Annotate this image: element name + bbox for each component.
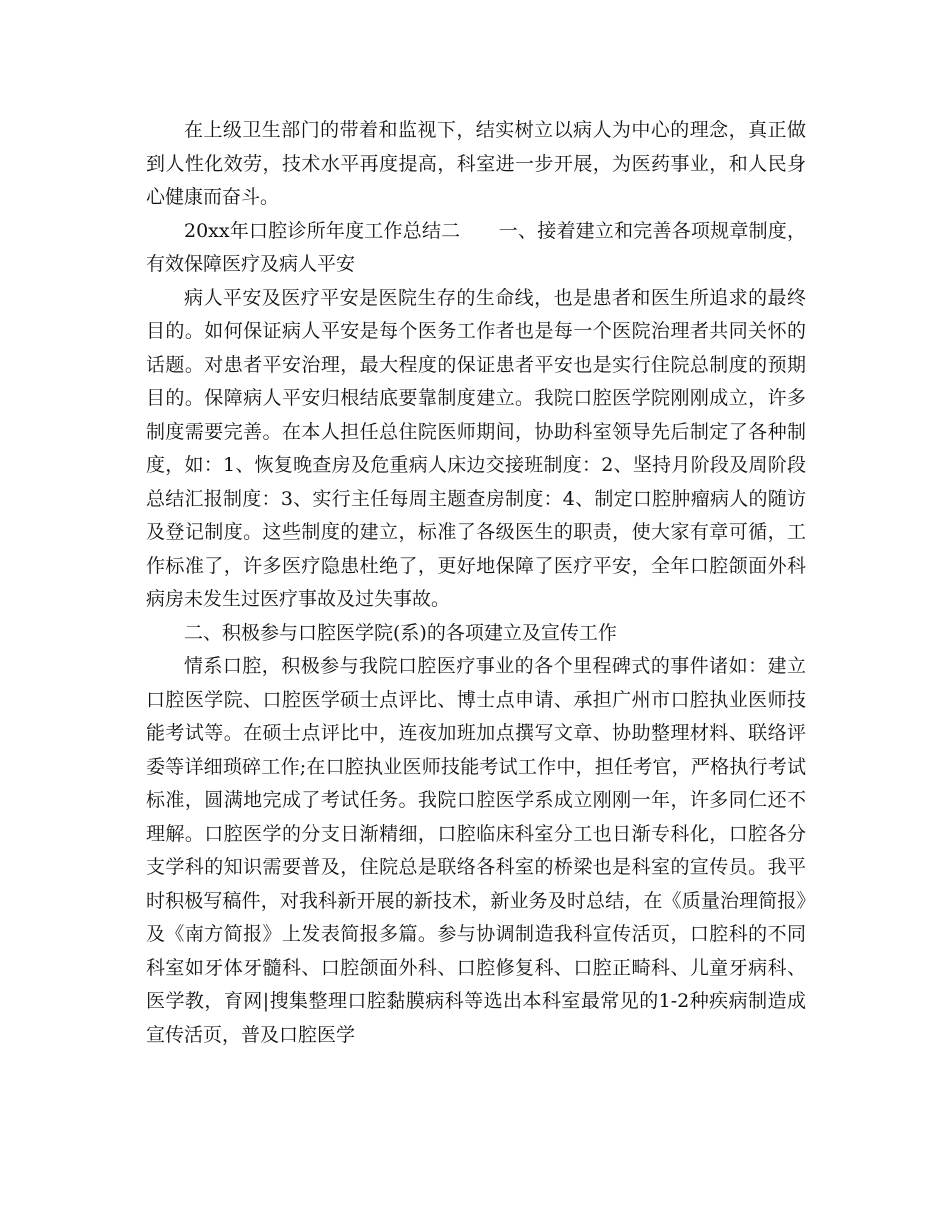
paragraph-closing-statement: 在上级卫生部门的带着和监视下，结实树立以病人为中心的理念，真正做到人性化效劳，技术水平再度提高，科室进一步开展，为医药事业，和人民身心健康而奋斗。 xyxy=(146,119,806,208)
paragraph-summary-heading: 20xx年口腔诊所年度工作总结二 一、接着建立和完善各项规章制度，有效保障医疗及病人平安 xyxy=(146,219,806,275)
document-body xyxy=(146,114,806,1052)
paragraph-patient-safety: 病人平安及医疗平安是医院生存的生命线，也是患者和医生所追求的最终目的。如何保证病人平安是每个医务工作者也是每一个医院治理者共同关怀的话题。对患者平安治理，最大程度的保证患者平安也是实行住院总制度的预期目的。保障病人平安归根结底要靠制度建立。我院口腔医学院刚刚成立，许多制度需要完善。在本人担任总住院医师期间，协助科室领导先后制定了各种制度，如：1、恢复晚查房及危重病人床边交接班制度：2、坚持月阶段及周阶段总结汇报制度：3、实行主任每周主题查房制度：4、制定口腔肿瘤病人的随访及登记制度。这些制度的建立，标准了各级医生的职责，使大家有章可循，工作标准了，许多医疗隐患杜绝了，更好地保障了医疗平安，全年口腔颌面外科病房未发生过医疗事故及过失事故。 xyxy=(146,286,806,610)
section-heading-construction: 二、积极参与口腔医学院(系)的各项建立及宣传工作 xyxy=(184,621,617,644)
paragraph-promotion-work: 情系口腔，积极参与我院口腔医疗事业的各个里程碑式的事件诸如：建立口腔医学院、口腔医学硕士点评比、博士点申请、承担广州市口腔执业医师技能考试等。在硕士点评比中，连夜加班加点撰写文章、协助整理材料、联络评委等详细琐碎工作;在口腔执业医师技能考试工作中，担任考官，严格执行考试标准，圆满地完成了考试任务。我院口腔医学系成立刚刚一年，许多同仁还不理解。口腔医学的分支日渐精细，口腔临床科室分工也日渐专科化，口腔各分支学科的知识需要普及，住院总是联络各科室的桥梁也是科室的宣传员。我平时积极写稿件，对我科新开展的新技术，新业务及时总结，在《质量治理简报》及《南方简报》上发表简报多篇。参与协调制造我科宣传活页，口腔科的不同科室如牙体牙髓科、口腔颌面外科、口腔修复科、口腔正畸科、儿童牙病科、医学教，育网|搜集整理口腔黏膜病科等选出本科室最常见的1-2种疾病制造成宣传活页，普及口腔医学 xyxy=(146,655,806,1046)
